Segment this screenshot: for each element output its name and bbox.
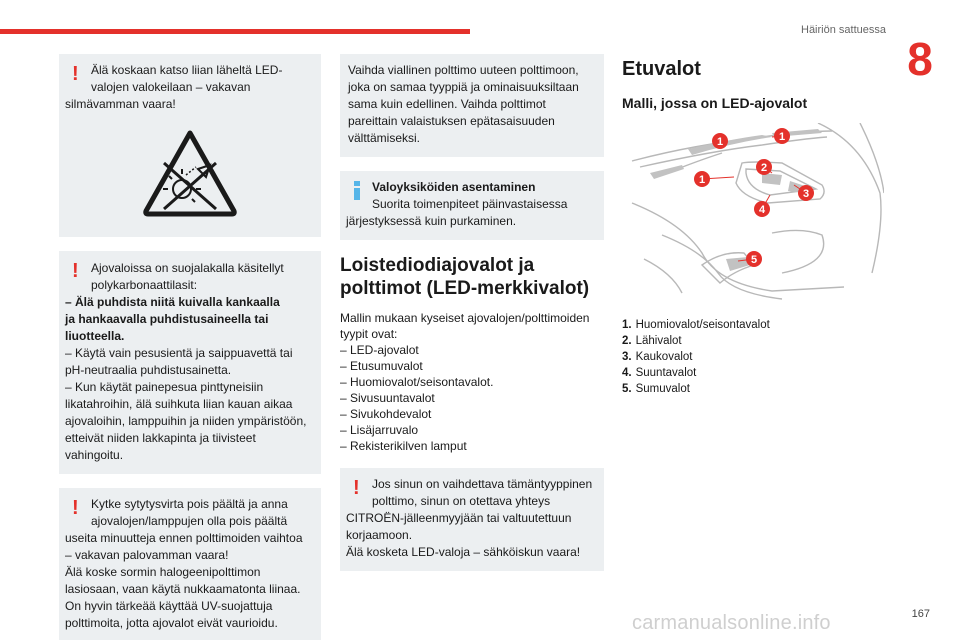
warning-exclamation-icon: ! — [72, 63, 79, 85]
watermark: carmanualsonline.info — [632, 612, 831, 634]
callout-marker — [756, 159, 772, 175]
warning-text: CITROËN-jälleenmyyjään tai valtuutettuun — [346, 511, 572, 525]
note-text: pareittain valaistuksen epätasaisuuden — [348, 114, 555, 128]
warning-text: Jos sinun on vaihdettava tämäntyyppinen — [372, 477, 593, 491]
callout-marker — [712, 133, 728, 149]
warning-box-cleaning — [59, 251, 321, 474]
warning-text: etteivät niiden lakkapinta ja tiivisteet — [65, 431, 256, 445]
page-title: Etuvalot — [622, 58, 701, 80]
warning-exclamation-icon: ! — [353, 477, 360, 499]
warning-text: polttimoita, jotta ajovalot eivät vaurioidu. — [65, 616, 278, 630]
svg-text:1: 1 — [716, 136, 724, 148]
section-heading: Loistediodiajovalot ja polttimot (LED-merkkivalot) — [340, 255, 590, 299]
column-right — [622, 54, 890, 397]
warning-box-led-eye — [59, 54, 321, 237]
warning-text: liuotteella. — [65, 329, 125, 343]
note-box-replace-bulb — [340, 54, 604, 157]
warning-text: ajovalojen/lamppujen olla pois päältä — [91, 514, 288, 528]
warning-text: pH-neutraalia puhdistusainetta. — [65, 363, 232, 377]
warning-text: ja hankaavalla puhdistusaineella tai — [65, 312, 269, 326]
svg-text:4: 4 — [758, 204, 766, 216]
svg-text:1: 1 — [698, 174, 706, 186]
warning-text: useita minuutteja ennen polttimoiden vaihtoa — [65, 531, 303, 545]
legend-item: 1. Huomiovalot/seisontavalot — [622, 319, 770, 331]
warning-text: polttimo, sinun on otettava yhteys — [372, 494, 551, 508]
warning-box-ignition — [59, 488, 321, 640]
list-item: – Lisäjarruvalo — [340, 423, 419, 437]
warning-text: Älä koskaan katso liian läheltä LED- — [91, 63, 283, 77]
warning-text: korjaamoon. — [346, 528, 413, 542]
list-item: – Etusumuvalot — [340, 359, 423, 373]
intro-text: tyypit ovat: — [340, 327, 398, 341]
legend-item: 5. Sumuvalot — [622, 383, 690, 395]
list-item: – Rekisterikilven lamput — [340, 439, 467, 453]
list-item: – Sivusuuntavalot — [340, 391, 435, 405]
warning-text: ajovaloihin, lamppuihin ja niiden ympäristöön, — [65, 414, 307, 428]
warning-exclamation-icon: ! — [72, 260, 79, 282]
list-item: – Huomiovalot/seisontavalot. — [340, 375, 494, 389]
svg-text:3: 3 — [802, 188, 810, 200]
legend-item: 4. Suuntavalot — [622, 367, 697, 379]
intro-text: Mallin mukaan kyseiset ajovalojen/polttimoiden — [340, 311, 590, 325]
svg-text:2: 2 — [760, 162, 768, 174]
page-number: 167 — [911, 608, 930, 620]
front-lights-diagram — [622, 123, 884, 305]
column-left — [59, 54, 321, 640]
warning-text: On hyvin tärkeää käyttää UV-suojattuja — [65, 599, 273, 613]
light-types-list — [340, 342, 604, 454]
warning-text: Kytke sytytysvirta pois päältä ja anna — [91, 497, 288, 511]
warning-text: vahingoitu. — [65, 448, 124, 462]
note-text: joka on samaa tyyppiä ja ominaisuuksiltaan — [348, 80, 579, 94]
info-icon — [354, 181, 360, 200]
column-middle — [340, 54, 604, 585]
legend-item: 3. Kaukovalot — [622, 351, 693, 363]
chapter-number: 8 — [907, 33, 933, 85]
warning-text: Älä kosketa LED-valoja – sähköiskun vaara! — [346, 545, 581, 559]
section-title: Häiriön sattuessa — [801, 24, 886, 36]
warning-text: valojen valokeilaan – vakavan — [91, 80, 251, 94]
svg-text:1: 1 — [778, 131, 786, 143]
warning-text: polykarbonaattilasit: — [91, 278, 198, 292]
warning-box-dealer — [340, 468, 604, 571]
header-accent-bar — [0, 29, 470, 34]
info-text: Suorita toimenpiteet päinvastaisessa — [372, 197, 568, 211]
warning-text: – Älä puhdista niitä kuivalla kankaalla — [65, 295, 280, 309]
legend-item: 2. Lähivalot — [622, 335, 682, 347]
note-text: välttämiseksi. — [348, 131, 421, 145]
warning-exclamation-icon: ! — [72, 497, 79, 519]
list-item: – LED-ajovalot — [340, 343, 419, 357]
warning-text: likatahroihin, älä suihkuta liian kauan aikaa — [65, 397, 293, 411]
subsection-title: Malli, jossa on LED-ajovalot — [622, 95, 808, 111]
list-item: – Sivukohdevalot — [340, 407, 432, 421]
no-direct-view-warning-icon — [65, 113, 315, 227]
warning-text: silmävamman vaara! — [65, 97, 176, 111]
warning-text: – vakavan palovamman vaara! — [65, 548, 229, 562]
warning-text: – Kun käytät painepesua pinttyneisiin — [65, 380, 264, 394]
warning-text: – Käytä vain pesusientä ja saippuavettä tai — [65, 346, 293, 360]
note-text: Vaihda viallinen polttimo uuteen polttimoon, — [348, 63, 579, 77]
warning-text: lasiosaan, vaan käytä nukkaamatonta liinaa. — [65, 582, 301, 596]
info-title: Valoyksiköiden asentaminen — [372, 180, 536, 194]
info-text: järjestyksessä kuin purkaminen. — [346, 214, 517, 228]
svg-text:5: 5 — [750, 254, 758, 266]
note-text: sama kuin edellinen. Vaihda polttimot — [348, 97, 546, 111]
warning-text: Ajovaloissa on suojalakalla käsitellyt — [91, 261, 284, 275]
warning-text: Älä koske sormin halogeenipolttimon — [65, 565, 261, 579]
lights-legend-list — [622, 317, 890, 397]
info-box-installation — [340, 171, 604, 240]
